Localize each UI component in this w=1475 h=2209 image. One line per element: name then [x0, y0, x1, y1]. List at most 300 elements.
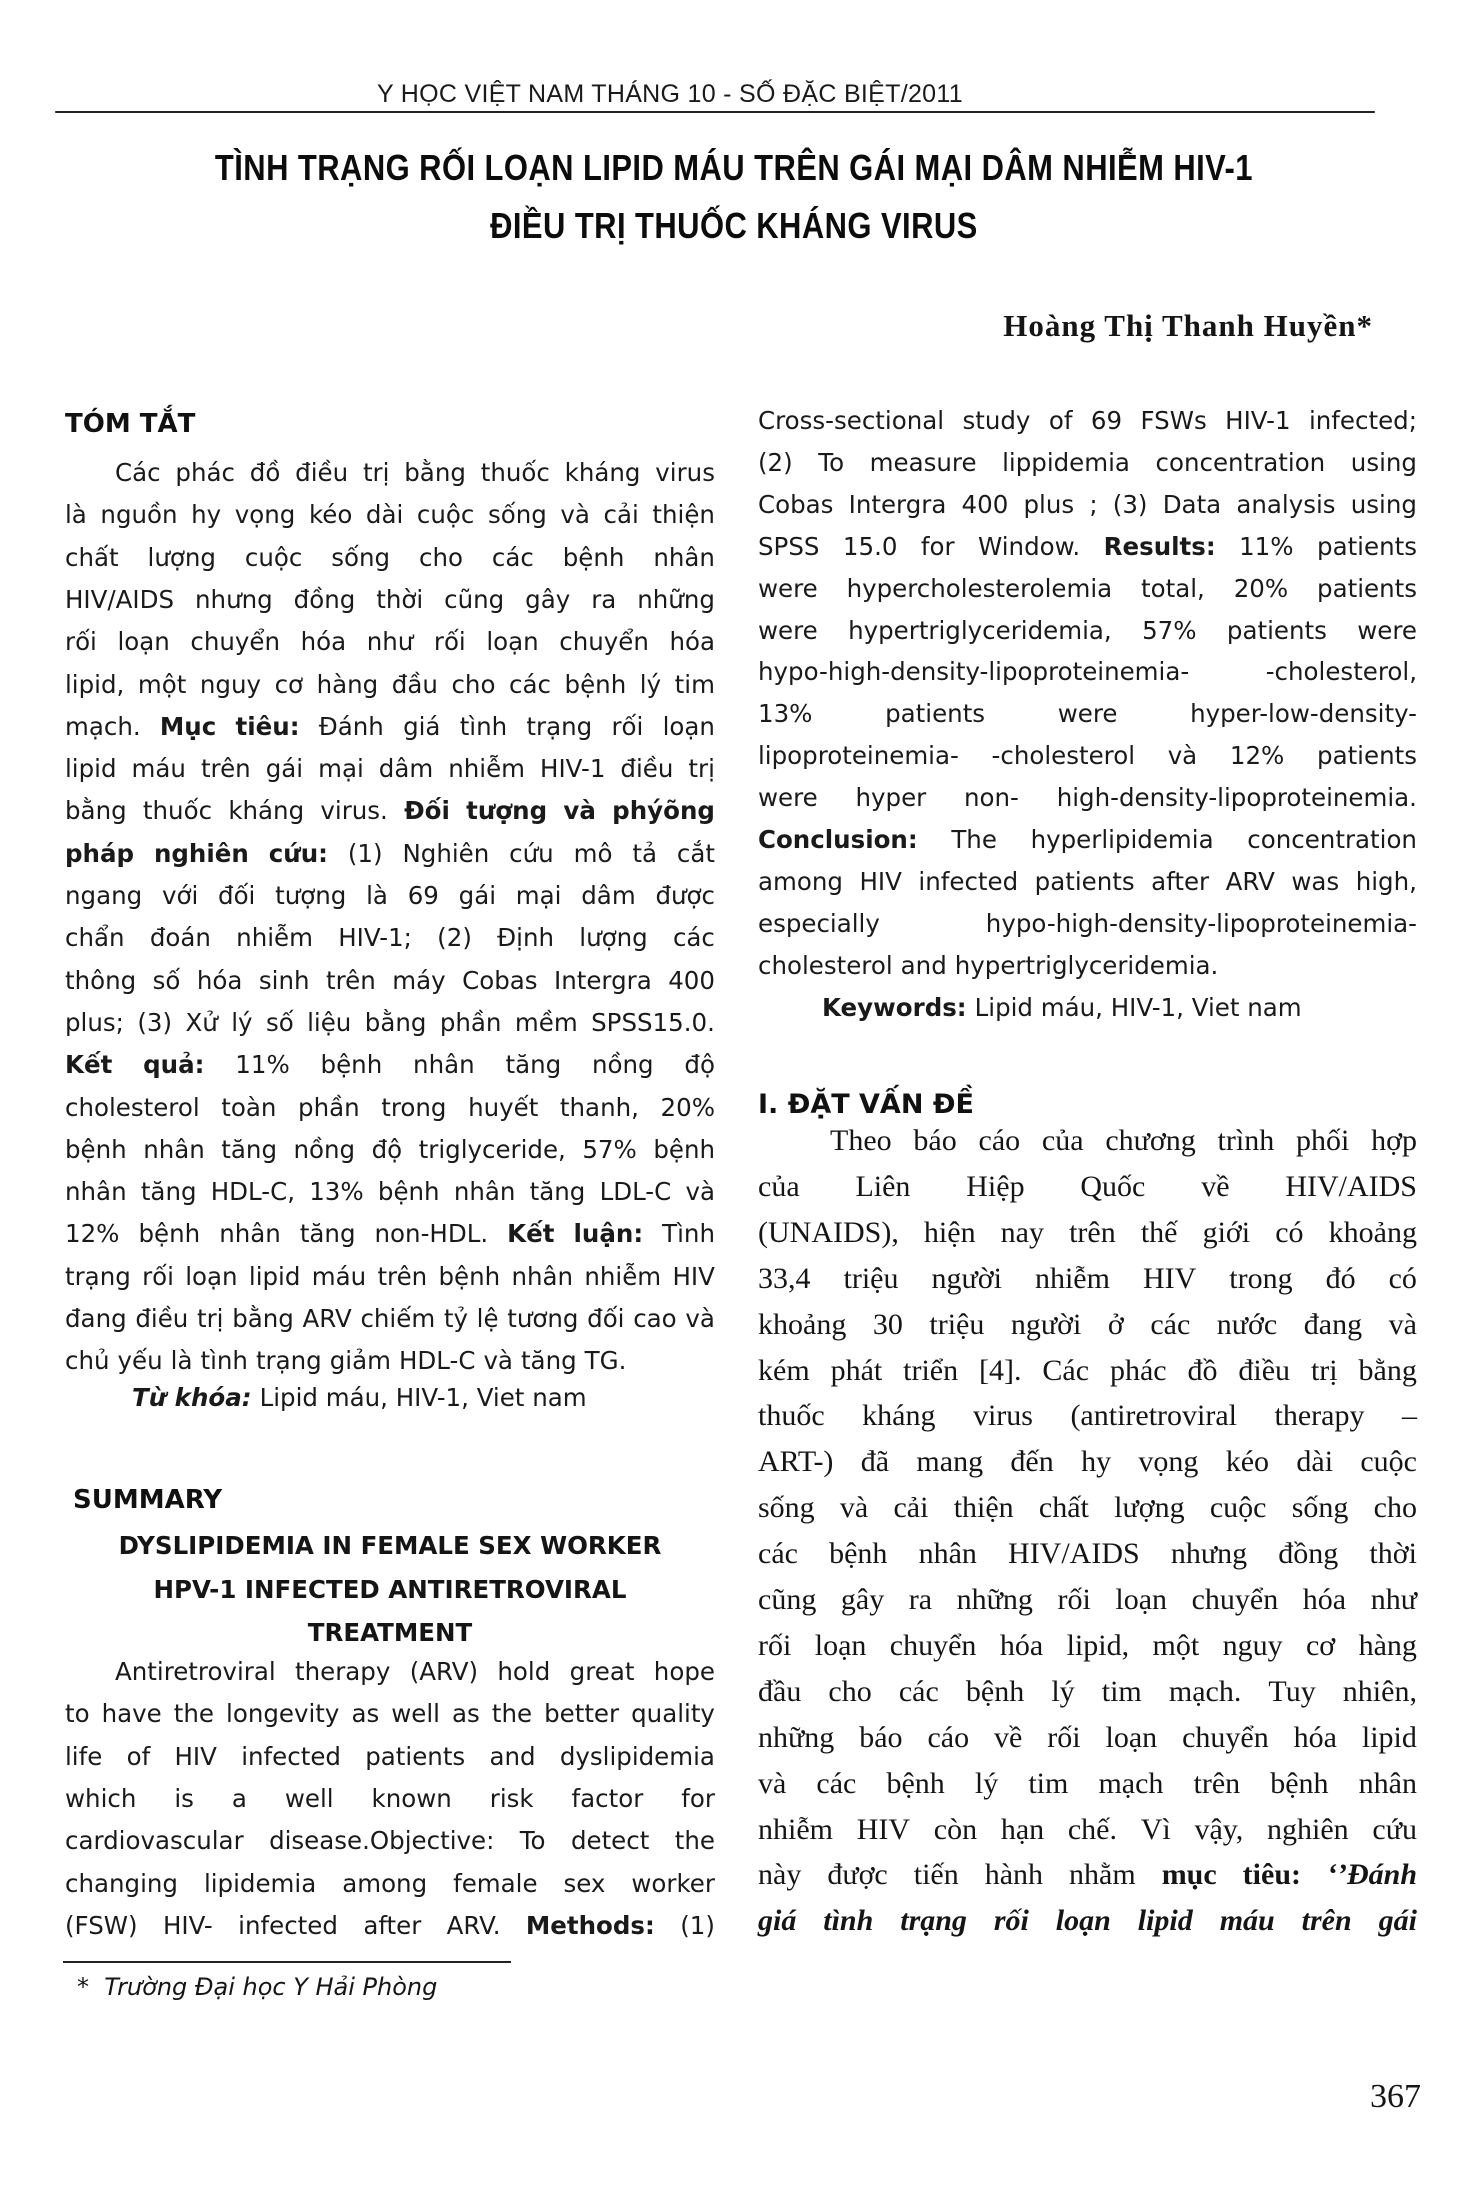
text-line: [65, 500, 715, 529]
word: thế: [1140, 1215, 1178, 1249]
word: Methods:: [525, 1910, 655, 1940]
word: nhân: [143, 1134, 205, 1164]
word: trên: [200, 754, 251, 784]
word: female: [453, 1868, 538, 1898]
word: chương: [1105, 1124, 1196, 1157]
text-line: [758, 1262, 1417, 1296]
word: mang: [916, 1445, 984, 1479]
word: còn: [933, 1812, 978, 1846]
word: total,: [1141, 573, 1205, 603]
word: điều: [1238, 1353, 1291, 1387]
word: hóa: [669, 627, 715, 657]
word: hóa: [999, 1628, 1044, 1662]
word: 11%: [235, 1050, 290, 1080]
word: bằng: [1358, 1353, 1417, 1387]
word: dâm: [581, 881, 636, 910]
word: thuốc: [758, 1399, 825, 1433]
word: máu: [131, 754, 186, 784]
word: SPSS15.0.: [591, 1007, 715, 1037]
word: hy: [191, 500, 222, 530]
word: đoán: [149, 923, 211, 953]
word: các: [672, 923, 715, 953]
word: người: [931, 1261, 1002, 1295]
word: 12%: [65, 1219, 120, 1249]
word: virus: [972, 1399, 1033, 1433]
word: triển: [903, 1353, 959, 1387]
text-line: [65, 1826, 715, 1855]
keywords-en: [822, 993, 1302, 1022]
word: worker: [631, 1868, 715, 1898]
word: Cross-sectional: [758, 406, 945, 435]
word: và: [563, 796, 596, 826]
word: were: [1357, 615, 1417, 645]
word: rối: [65, 627, 97, 657]
word: điều: [135, 1304, 189, 1333]
keywords-vi-label: Từ khóa:: [132, 1383, 252, 1412]
word: bệnh: [829, 1537, 888, 1571]
word: lipid: [248, 1261, 301, 1291]
word: và: [839, 1491, 869, 1525]
word: Cobas: [462, 965, 538, 995]
word: nhân: [453, 1177, 516, 1207]
word: khoảng: [1328, 1215, 1417, 1249]
word: ở: [1107, 1307, 1124, 1341]
word: là: [170, 1346, 193, 1376]
word: as: [351, 1699, 380, 1729]
word: hóa: [1302, 1583, 1347, 1616]
text-line: [758, 1216, 1417, 1250]
text-line: [65, 543, 715, 572]
word: dyslipidemia: [559, 1741, 715, 1771]
word: giới: [1202, 1215, 1251, 1249]
word: gái: [458, 881, 497, 910]
word: những: [637, 584, 715, 614]
word: FSWs: [1140, 406, 1207, 435]
word: bệnh: [138, 1219, 201, 1249]
word: điều: [620, 754, 674, 784]
word: đầu: [391, 669, 438, 699]
article-title-line-1: TÌNH TRẠNG RỐI LOẠN LIPID MÁU TRÊN GÁI MẠI DÂM NHIỄM HIV-1: [214, 147, 1253, 188]
word: hypo-high-density-lipoproteinemia-: [758, 657, 1190, 687]
word: cơ: [1305, 1628, 1336, 1662]
word: lipid,: [1066, 1628, 1130, 1662]
word: tăng: [505, 1050, 562, 1080]
word: [4].: [979, 1353, 1022, 1387]
word: Intergra: [848, 489, 947, 519]
word: nguy: [1222, 1628, 1283, 1662]
word: đồ: [1187, 1353, 1218, 1387]
word: số: [152, 965, 181, 995]
word: HIV: [1142, 1261, 1197, 1295]
word: các: [816, 1766, 857, 1800]
text-line: [758, 616, 1417, 645]
word: rối: [993, 1904, 1029, 1938]
word: phát: [830, 1353, 883, 1387]
word: phần: [298, 1092, 360, 1122]
word: có: [1388, 1261, 1417, 1295]
word: plus: [1023, 489, 1075, 519]
word: concentration: [1247, 825, 1417, 854]
word: lipoproteinemia-: [758, 741, 959, 771]
word: of: [126, 1741, 151, 1771]
text-line: [758, 1675, 1417, 1709]
word: hyper-low-density-: [1190, 699, 1417, 729]
word: hold: [497, 1657, 551, 1686]
word: trị: [197, 1304, 224, 1333]
word: nhân: [511, 1261, 574, 1291]
word: cải: [893, 1491, 929, 1525]
word: báo: [913, 1124, 957, 1157]
word: and: [900, 950, 947, 980]
word: HDL-C,: [210, 1177, 295, 1207]
word: quality: [631, 1699, 715, 1729]
word: vọng: [234, 500, 296, 530]
word: cáo: [978, 1124, 1021, 1157]
text-line: [65, 1135, 715, 1164]
word: trình: [1217, 1124, 1275, 1157]
word: cuộc: [1360, 1445, 1417, 1479]
text-line: [758, 532, 1417, 561]
word: therapy: [295, 1657, 391, 1686]
word: bằng: [232, 1304, 294, 1333]
word: Quốc: [1080, 1169, 1146, 1203]
word: have: [101, 1699, 162, 1729]
word: trên: [326, 965, 376, 995]
text-line: [65, 627, 715, 656]
word: thiện: [652, 500, 715, 530]
word: after: [1151, 866, 1210, 896]
word: tăng: [140, 1177, 197, 1207]
word: chuyển: [1191, 1583, 1279, 1616]
word: hyperlipidemia: [1030, 825, 1214, 854]
word: great: [569, 1657, 635, 1686]
word: tình: [200, 1346, 248, 1376]
word: tim: [674, 669, 715, 699]
word: đang: [1303, 1307, 1363, 1341]
word: nay: [1000, 1215, 1044, 1249]
text-line: [758, 657, 1417, 686]
word: hy: [1081, 1445, 1112, 1479]
word: sống: [1291, 1491, 1349, 1525]
word: mạch.: [1168, 1674, 1242, 1708]
word: Đối: [404, 796, 450, 826]
word: lý: [639, 669, 662, 699]
word: 57%: [1142, 615, 1197, 645]
word: patients: [1317, 741, 1417, 771]
word: mục: [1161, 1858, 1217, 1892]
word: (2): [758, 447, 793, 477]
word: analysis: [1236, 489, 1336, 519]
word: among: [342, 1868, 428, 1898]
word: TG.: [584, 1346, 627, 1376]
word: về: [1201, 1169, 1230, 1203]
word: tăng: [299, 1219, 356, 1249]
word: các: [758, 1537, 798, 1571]
word: Cobas: [758, 489, 834, 519]
word: của: [758, 1169, 800, 1203]
word: 20%: [660, 1092, 715, 1122]
word: the: [491, 1699, 533, 1729]
word: phác: [1109, 1353, 1167, 1387]
word: mềm: [514, 1007, 578, 1037]
word: các: [898, 1674, 939, 1708]
word: ngang: [65, 881, 143, 910]
word: HIV-1;: [338, 923, 412, 953]
text-line: [65, 585, 715, 614]
word: đó: [1325, 1261, 1356, 1295]
word: yếu: [117, 1346, 163, 1376]
word: cuộc: [244, 542, 303, 572]
word: hypertriglyceridemia,: [848, 615, 1112, 645]
word: trạng: [255, 1346, 322, 1376]
text-line: [65, 1177, 715, 1206]
text-line: [758, 783, 1417, 812]
word: (1): [680, 1910, 715, 1940]
word: bệnh: [1270, 1766, 1329, 1800]
word: các: [491, 542, 534, 572]
text-line: [758, 1170, 1417, 1204]
word: về: [994, 1720, 1023, 1754]
word: bằng: [65, 796, 127, 826]
word: cũng: [758, 1583, 817, 1616]
keywords-en-value: Lipid máu, HIV-1, Viet nam: [974, 993, 1302, 1022]
word: kéo: [308, 500, 353, 530]
word: measure: [869, 447, 977, 477]
word: tiêu:: [1242, 1858, 1301, 1892]
word: tăng: [221, 1134, 277, 1164]
word: mạch: [1098, 1766, 1164, 1800]
word: sống: [758, 1491, 815, 1525]
word: trên: [1301, 1904, 1352, 1938]
word: thời: [376, 584, 424, 614]
word: cũng: [444, 584, 505, 614]
word: cho: [451, 669, 496, 699]
word: máu: [1219, 1904, 1275, 1938]
word: cuộc: [1209, 1491, 1267, 1525]
text-line: [758, 406, 1417, 435]
word: sex: [563, 1868, 606, 1898]
word: detect: [570, 1826, 650, 1856]
word: thuốc: [142, 796, 213, 826]
word: trạng: [65, 1261, 131, 1291]
word: using: [1350, 489, 1417, 519]
word: HIV: [856, 1812, 911, 1846]
word: vậy,: [1194, 1812, 1244, 1846]
word: ARV: [302, 1304, 352, 1333]
word: -cholesterol,: [1265, 657, 1417, 687]
text-line: [758, 1308, 1417, 1342]
word: nhiễm: [236, 923, 313, 953]
summary-title-line-3: TREATMENT: [307, 1618, 473, 1647]
word: dài: [365, 500, 404, 530]
word: bệnh: [886, 1766, 945, 1800]
word: chuyển: [1182, 1720, 1269, 1754]
word: were: [1057, 699, 1118, 729]
word: với: [161, 881, 199, 910]
word: gây: [525, 584, 571, 614]
word: patients: [1034, 866, 1135, 896]
word: tình: [459, 711, 508, 741]
word: loạn: [117, 627, 170, 657]
word: the: [173, 1699, 215, 1729]
word: patients: [885, 699, 986, 729]
word: đầu: [758, 1674, 802, 1708]
word: Nghiên: [402, 838, 490, 868]
word: therapy: [1274, 1399, 1365, 1433]
word: nồng: [591, 1050, 654, 1080]
word: 69: [1090, 406, 1123, 435]
word: lý: [231, 1007, 253, 1037]
summary-heading: SUMMARY: [73, 1485, 223, 1515]
text-line: [65, 923, 715, 952]
word: risk: [489, 1783, 534, 1813]
text-line: [65, 1304, 715, 1333]
word: đã: [860, 1445, 890, 1479]
word: cholesterol: [65, 1092, 200, 1122]
text-line: [65, 1346, 715, 1375]
word: bằng: [364, 1007, 427, 1037]
word: 12%: [1229, 741, 1285, 771]
word: HIV-: [162, 1910, 213, 1940]
word: huyết: [468, 1092, 539, 1122]
word: toàn: [221, 1092, 277, 1122]
word: tăng: [529, 1177, 586, 1207]
word: chất: [65, 542, 119, 572]
word: and: [489, 1741, 536, 1771]
text-line: [758, 1354, 1417, 1388]
word: lipid: [65, 754, 117, 784]
word: chiếm: [360, 1304, 436, 1333]
word: HIV/AIDS: [65, 584, 175, 614]
author-name: Hoàng Thị Thanh Huyền*: [1003, 308, 1373, 343]
text-line: [758, 741, 1417, 770]
word: cắt: [676, 838, 715, 868]
word: nhân: [219, 1219, 281, 1249]
word: phối: [1295, 1124, 1350, 1157]
text-line: [65, 1742, 715, 1771]
text-line: [758, 1813, 1417, 1847]
word: virus: [655, 458, 715, 487]
word: nhằm: [1069, 1858, 1136, 1892]
text-line: [65, 712, 715, 741]
word: phác: [175, 458, 235, 487]
word: lượng: [147, 542, 216, 572]
word: nhưng: [195, 584, 273, 614]
word: bệnh: [377, 1177, 440, 1207]
word: chẩn: [65, 923, 125, 953]
word: tiêu:: [235, 711, 300, 741]
word: were: [758, 573, 818, 603]
footnote-rule: [63, 1961, 511, 1963]
word: To: [519, 1826, 546, 1856]
word: 20%: [1233, 573, 1289, 603]
word: và: [483, 1346, 513, 1376]
text-line: [758, 1399, 1417, 1433]
word: phần: [439, 1007, 502, 1037]
word: bằng: [404, 458, 466, 487]
text-line: [65, 1008, 715, 1037]
footnote-affiliation: Trường Đại học Y Hải Phòng: [104, 1973, 438, 2001]
word: nhiên,: [1342, 1674, 1417, 1708]
word: trong: [381, 1092, 447, 1122]
word: the: [674, 1826, 715, 1856]
word: và: [685, 1177, 715, 1207]
word: kháng: [228, 796, 305, 826]
page-number: 367: [1370, 2078, 1421, 2115]
word: chuyển: [190, 627, 281, 657]
word: nhiễm: [584, 1261, 662, 1291]
word: lý: [974, 1766, 999, 1800]
word: tăng: [520, 1346, 577, 1376]
word: nhưng: [1170, 1537, 1248, 1571]
word: for: [681, 1783, 715, 1813]
word: 69: [407, 881, 439, 910]
word: (FSW): [65, 1910, 138, 1940]
word: các: [509, 669, 551, 699]
word: đến: [1010, 1445, 1054, 1479]
word: lý: [1051, 1674, 1075, 1708]
word: bệnh: [562, 542, 625, 572]
text-line: [65, 670, 715, 699]
word: gây: [840, 1583, 885, 1616]
word: hypo-high-density-lipoproteinemia-: [985, 908, 1417, 938]
text-line: [758, 951, 1417, 980]
word: life: [65, 1741, 103, 1771]
word: patients: [1317, 531, 1417, 561]
word: điều: [295, 458, 349, 487]
word: độ: [371, 1134, 403, 1164]
word: ‘’Đánh: [1326, 1858, 1417, 1892]
word: changing: [65, 1868, 178, 1898]
word: HIV/AIDS: [1008, 1537, 1140, 1571]
word: và: [685, 1304, 715, 1333]
word: thông: [65, 965, 137, 995]
word: especially: [758, 908, 880, 938]
word: were: [758, 783, 818, 813]
word: infected: [241, 1741, 341, 1771]
word: nghiên: [1267, 1812, 1349, 1846]
word: tỷ: [443, 1304, 468, 1333]
word: cứu: [509, 838, 554, 868]
word: cao: [633, 1304, 677, 1333]
word: concentration: [1155, 447, 1326, 477]
text-line: [758, 1583, 1417, 1617]
word: lipid: [1137, 1904, 1193, 1938]
word: triglyceride,: [418, 1134, 566, 1164]
word: loạn: [814, 1628, 867, 1662]
word: (1): [347, 838, 383, 868]
word: là: [65, 500, 87, 530]
word: SPSS: [758, 531, 820, 561]
word: nhiễm: [448, 754, 526, 784]
word: rối: [433, 627, 466, 657]
word: những: [956, 1583, 1033, 1616]
word: nồng: [293, 1134, 356, 1164]
word: trị: [362, 458, 390, 487]
word: nguy: [199, 669, 262, 699]
text-line: [65, 839, 715, 868]
text-line: [65, 1050, 715, 1079]
word: thời: [1369, 1537, 1417, 1571]
word: sinh: [258, 965, 310, 995]
word: được: [655, 881, 715, 910]
word: kém: [758, 1353, 810, 1387]
word: luận:: [573, 1219, 644, 1249]
word: (UNAIDS),: [758, 1215, 899, 1249]
article-title-line-2: ĐIỀU TRỊ THUỐC KHÁNG VIRUS: [490, 205, 978, 246]
text-line: [65, 1869, 715, 1898]
word: Window.: [978, 531, 1081, 561]
